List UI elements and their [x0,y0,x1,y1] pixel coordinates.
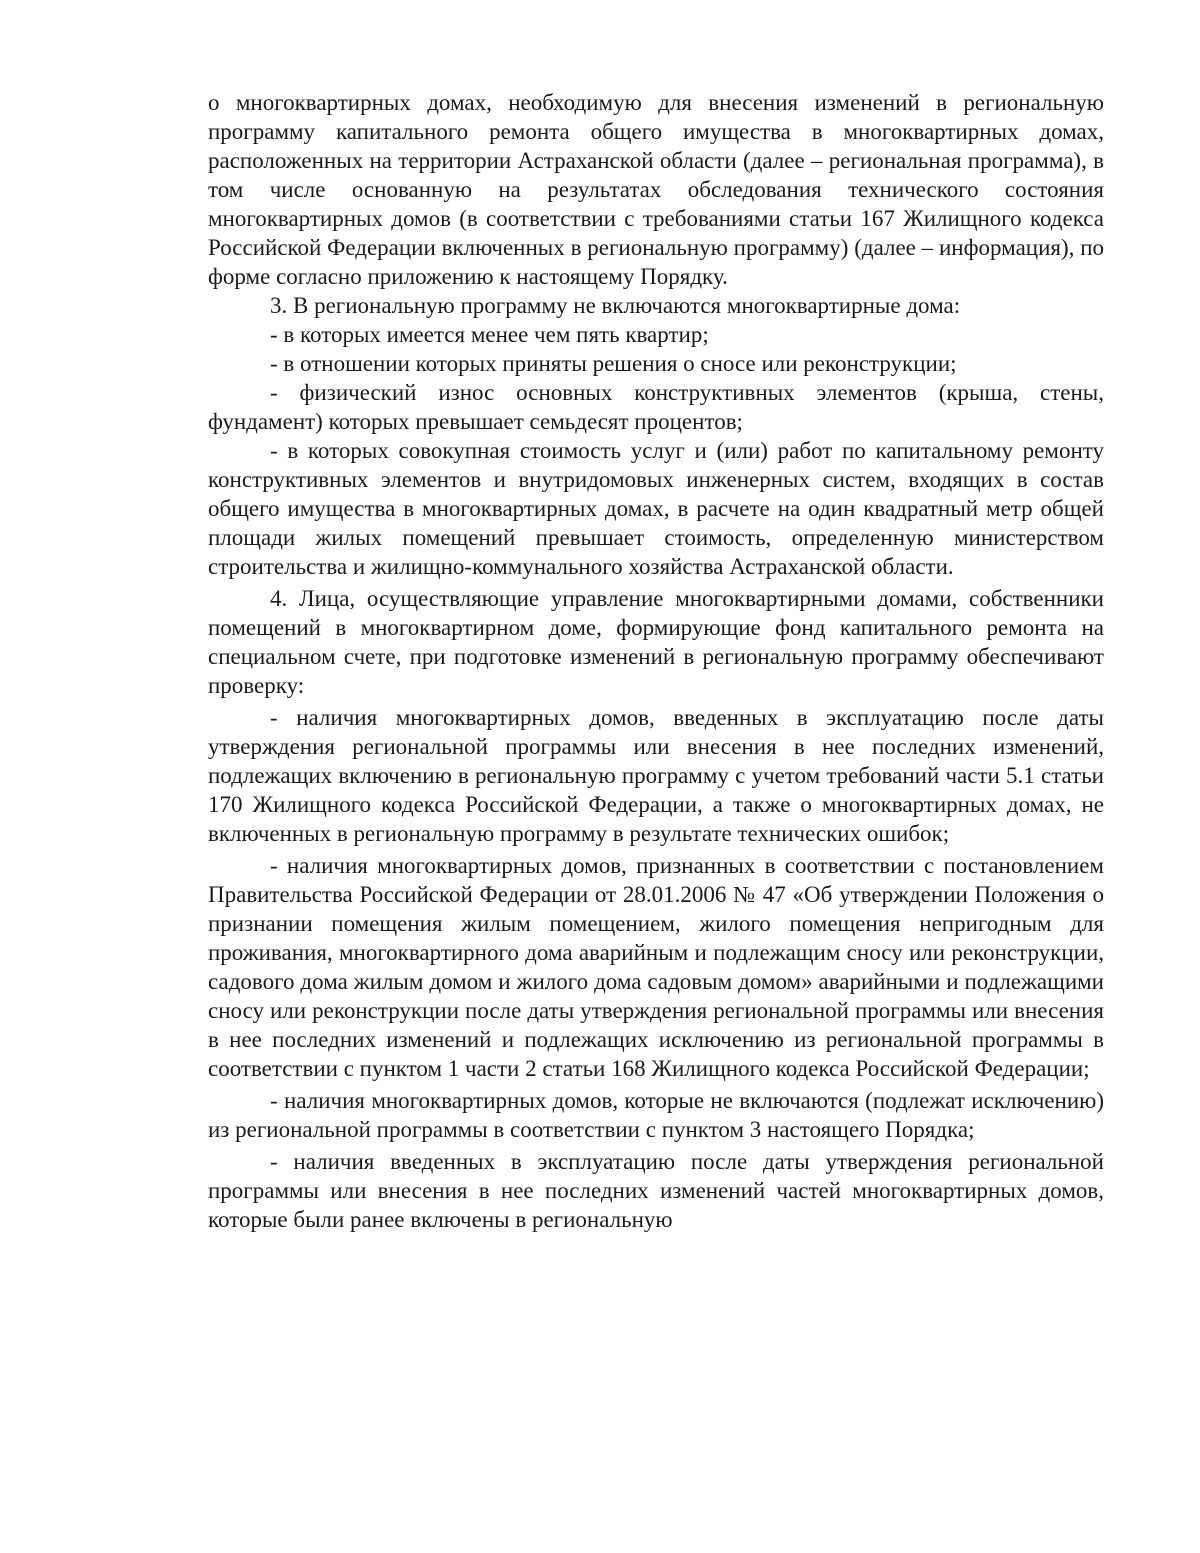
list-item: - наличия многоквартирных домов, введенных в эксплуатацию после даты утверждения региональной программы или внесения в нее последних изменений, подлежащих включению в региональную программу с учетом требований части 5.1 статьи 170 Жилищного кодекса Российской Федерации, а также о многоквартирных домах, не включенных в региональную программу в результате технических ошибок; [208,705,1104,846]
list-item: - в отношении которых приняты решения о сносе или реконструкции; [270,351,957,376]
list-item: - в которых совокупная стоимость услуг и (или) работ по капитальному ремонту конструктивных элементов и внутридомовых инженерных систем, входящих в состав общего имущества в многоквартирных домах, в расчете на один квадратный метр общей площади жилых помещений превышает стоимость, определенную министерством строительства и жилищно-коммунального хозяйства Астраханской области. [208,438,1104,579]
list-item: - наличия многоквартирных домов, признанных в соответствии с постановлением Правительства Российской Федерации от 28.01.2006 № 47 «Об утверждении Положения о признании помещения жилым помещением, жилого помещения непригодным для проживания, многоквартирного дома аварийным и подлежащим сносу или реконструкции, садового дома жилым домом и жилого дома садовым домом» аварийными и подлежащими сносу или реконструкции после даты утверждения региональной программы или внесения в нее последних изменений и подлежащих исключению из региональной программы в соответствии с пунктом 1 части 2 статьи 168 Жилищного кодекса Российской Федерации; [208,853,1104,1081]
paragraph-item-3: 3. В региональную программу не включаются многоквартирные дома: [270,293,961,318]
list-item: - физический износ основных конструктивных элементов (крыша, стены, фундамент) которых превышает семьдесят процентов; [208,380,1104,434]
list-item: - наличия введенных в эксплуатацию после даты утверждения региональной программы или внесения в нее последних изменений частей многоквартирных домов, которые были ранее включены в региональную [208,1149,1104,1232]
list-item: - наличия многоквартирных домов, которые не включаются (подлежат исключению) из региональной программы в соответствии с пунктом 3 настоящего Порядка; [208,1088,1104,1142]
list-item: - в которых имеется менее чем пять квартир; [270,322,709,347]
paragraph-item-4: 4. Лица, осуществляющие управление многоквартирными домами, собственники помещений в многоквартирном доме, формирующие фонд капитального ремонта на специальном счете, при подготовке изменений в региональную программу обеспечивают проверку: [208,586,1104,698]
document-body [208,88,1104,1234]
paragraph-continuation: о многоквартирных домах, необходимую для внесения изменений в региональную программу капитального ремонта общего имущества в многоквартирных домах, расположенных на территории Астраханской области (далее – региональная программа), в том числе основанную на результатах обследования технического состояния многоквартирных домов (в соответствии с требованиями статьи 167 Жилищного кодекса Российской Федерации включенных в региональную программу) (далее – информация), по форме согласно приложению к настоящему Порядку. [208,90,1104,289]
